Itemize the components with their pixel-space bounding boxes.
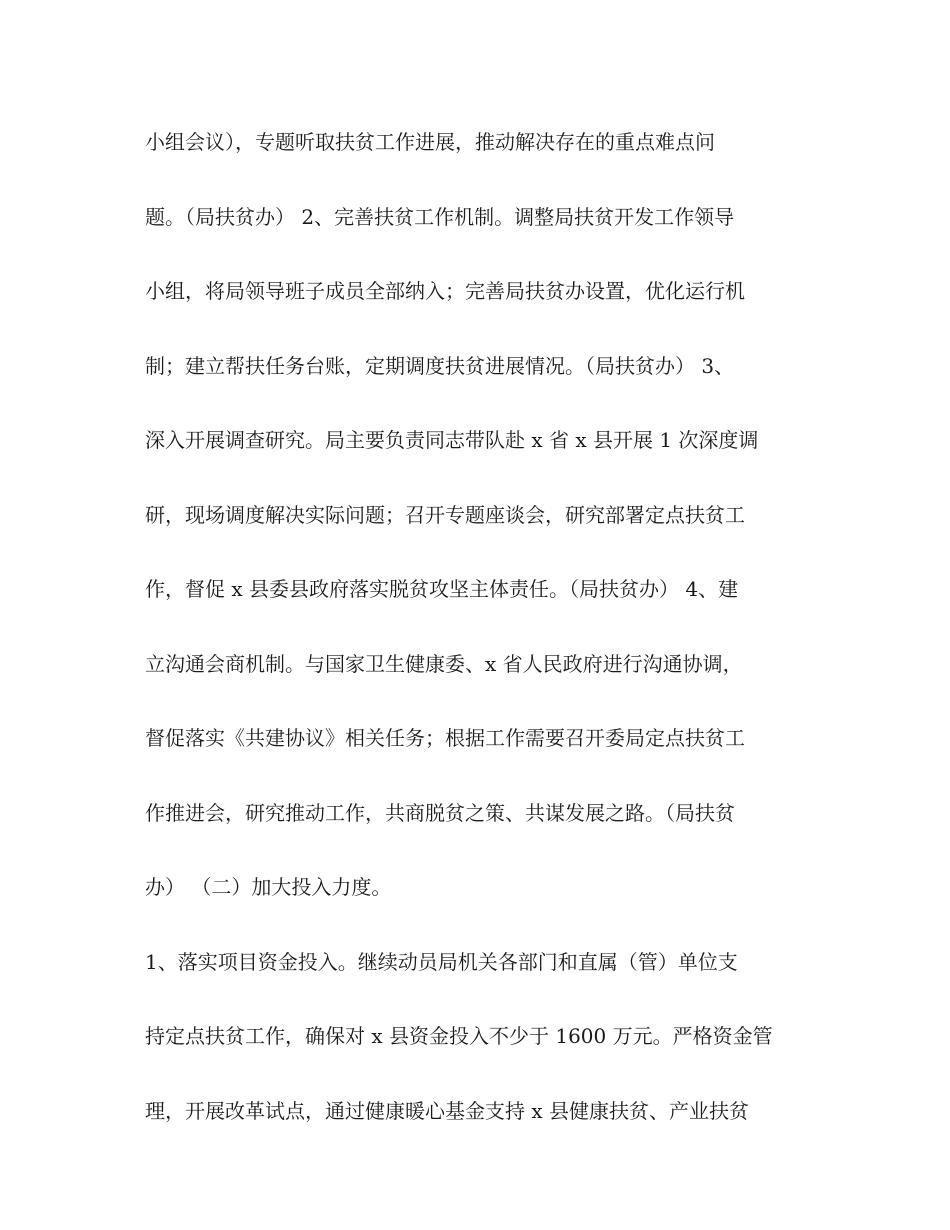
text-line: 制；建立帮扶任务台账，定期调度扶贫进展情况。（局扶贫办） 3、	[145, 354, 735, 378]
text-line: 题。（局扶贫办） 2、完善扶贫工作机制。调整局扶贫开发工作领导	[145, 205, 735, 229]
text-line: 研，现场调度解决实际问题；召开专题座谈会，研究部署定点扶贫工	[145, 503, 745, 527]
text-line: 理，开展改革试点，通过健康暖心基金支持 x 县健康扶贫、产业扶贫	[145, 1099, 749, 1123]
text-line: 作，督促 x 县委县政府落实脱贫攻坚主体责任。（局扶贫办） 4、建	[145, 577, 739, 601]
text-line: 作推进会，研究推动工作，共商脱贫之策、共谋发展之路。（局扶贫	[145, 801, 735, 825]
text-line: 持定点扶贫工作，确保对 x 县资金投入不少于 1600 万元。严格资金管	[145, 1024, 773, 1048]
text-line: 立沟通会商机制。与国家卫生健康委、x 省人民政府进行沟通协调，	[145, 652, 743, 676]
text-line: 办） （二）加大投入力度。	[145, 875, 392, 899]
text-line: 深入开展调查研究。局主要负责同志带队赴 x 省 x 县开展 1 次深度调	[145, 428, 759, 452]
text-line: 督促落实《共建协议》相关任务；根据工作需要召开委局定点扶贫工	[145, 726, 745, 750]
text-line: 小组，将局领导班子成员全部纳入；完善局扶贫办设置，优化运行机	[145, 279, 745, 303]
text-line: 小组会议），专题听取扶贫工作进展，推动解决存在的重点难点问	[145, 130, 715, 154]
text-line: 1、落实项目资金投入。继续动员局机关各部门和直属（管）单位支	[145, 950, 738, 974]
